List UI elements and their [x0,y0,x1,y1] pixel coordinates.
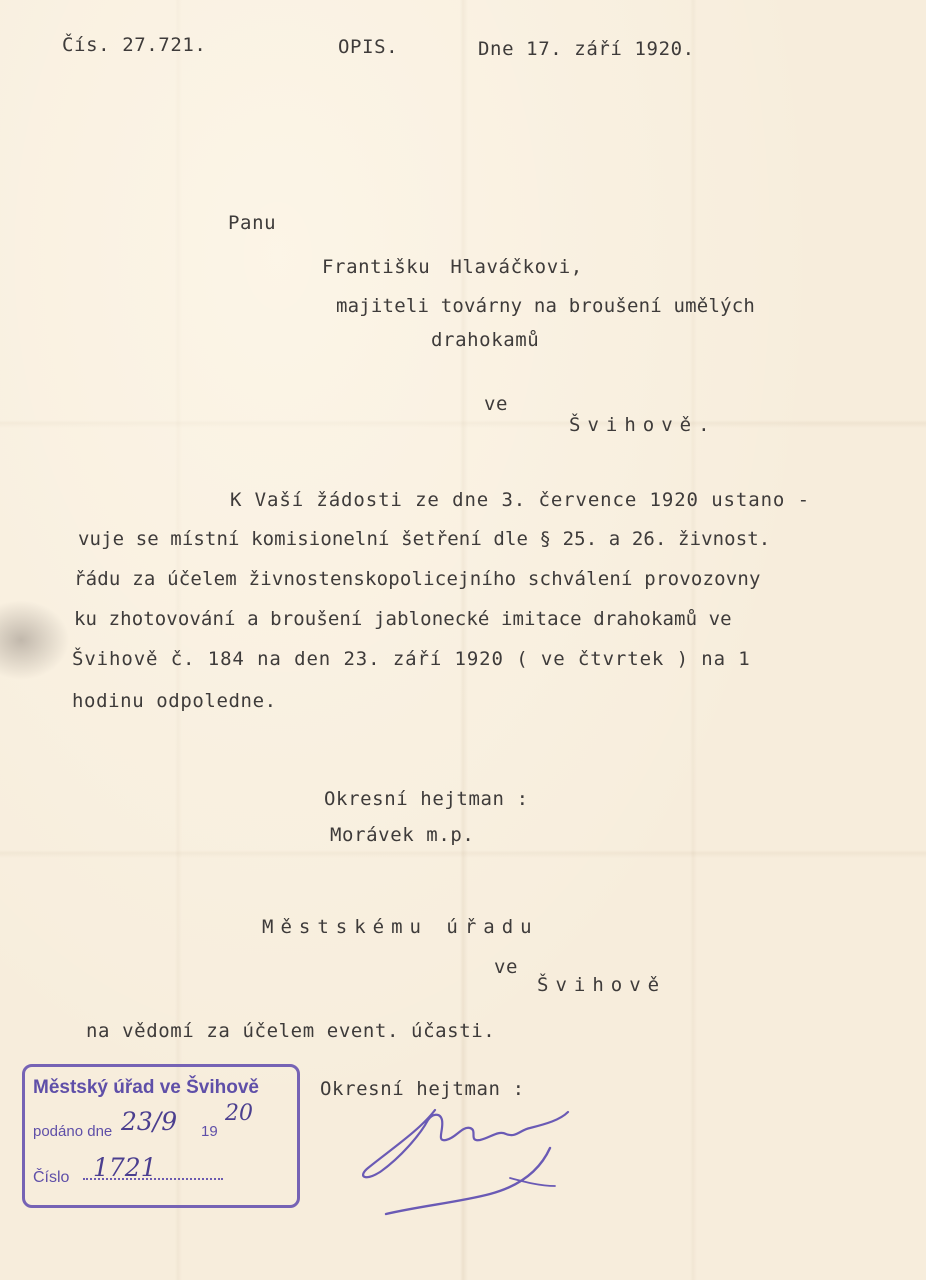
body-line-1: K Vaší žádosti ze dne 3. července 1920 ustano - [230,489,810,511]
copy-note: na vědomí za účelem event. účasti. [86,1020,496,1042]
signatory-title: Okresní hejtman : [324,788,529,810]
addressee-preposition: ve [484,393,509,415]
addressee-occupation-2: drahokamů [431,329,540,351]
body-line-6: hodinu odpoledne. [72,690,277,712]
stamp-submitted-date: 23/9 [121,1107,178,1136]
salutation: Panu [228,212,277,234]
copy-place: Švihově [537,974,667,996]
ink-smudge [0,600,70,680]
body-line-2: vuje se místní komisionelní šetření dle § 25. a 26. živnost. [78,528,771,550]
copy-mark: OPIS. [338,36,399,58]
reference-number: Čís. 27.721. [62,34,207,56]
stamp-year-prefix: 19 [201,1123,218,1140]
copy-preposition: ve [494,956,519,978]
office-stamp [22,1064,300,1208]
stamp-title: Městský úřad ve Švihově [33,1077,259,1098]
addressee-place: Švihově. [569,414,717,436]
body-line-4: ku zhotovování a broušení jablonecké imitace drahokamů ve [74,608,732,630]
signatory-name: Morávek m.p. [330,824,475,846]
stamp-number-label: Číslo [33,1169,70,1186]
stamp-submitted-label: podáno dne [33,1123,113,1140]
document-date: Dne 17. září 1920. [478,38,695,60]
body-line-3: řádu za účelem živnostenskopolicejního schválení provozovny [74,568,761,590]
signatory-title-2: Okresní hejtman : [320,1078,525,1100]
stamp-year-value: 20 [225,1101,253,1126]
copy-recipient: Městskému úřadu [262,916,539,938]
addressee-name: Františku Hlaváčkovi, [322,256,583,278]
stamp-dotted-line [83,1178,223,1180]
stamp-number-value: 1721 [93,1153,157,1182]
body-line-5: Švihově č. 184 na den 23. září 1920 ( ve čtvrtek ) na 1 [72,648,751,670]
addressee-occupation: majiteli továrny na broušení umělých [336,295,756,317]
handwritten-signature [350,1090,590,1230]
